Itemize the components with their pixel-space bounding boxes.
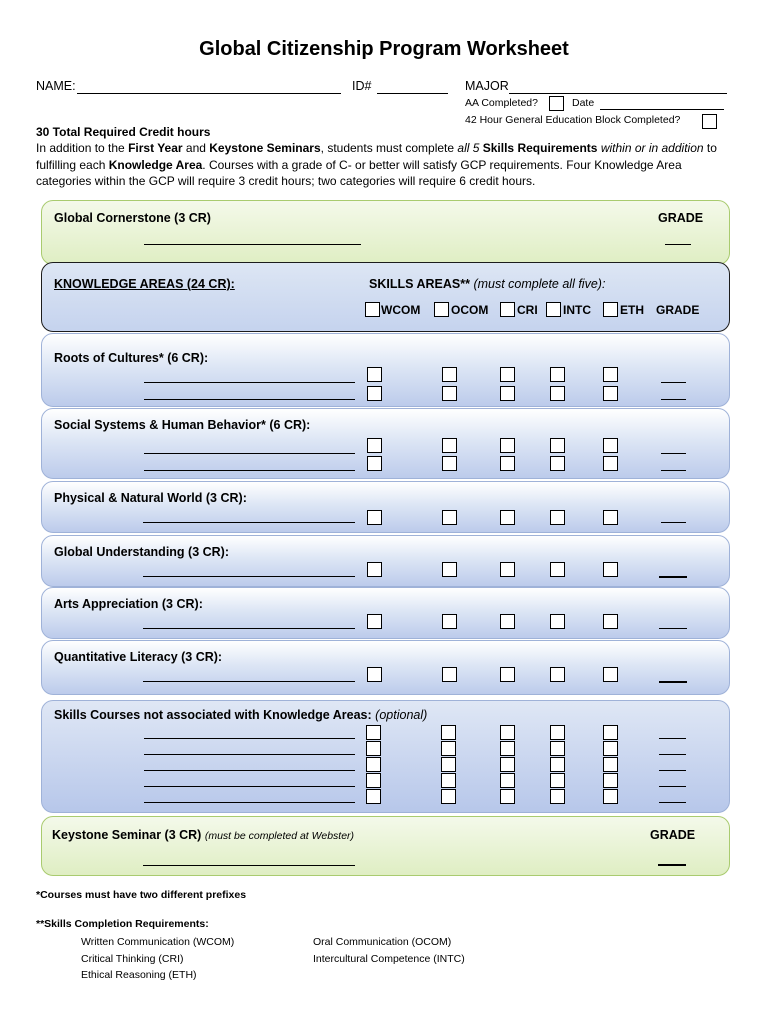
footnote-skills-heading: **Skills Completion Requirements:	[36, 918, 209, 930]
major-field[interactable]	[509, 93, 727, 94]
global-cornerstone-label: Global Cornerstone (3 CR)	[54, 211, 211, 225]
cri-checkbox[interactable]	[500, 562, 515, 577]
grade-field[interactable]	[659, 628, 687, 629]
wcom-checkbox[interactable]	[367, 510, 382, 525]
course-field[interactable]	[143, 522, 355, 523]
intc-checkbox[interactable]	[550, 438, 565, 453]
grade-field[interactable]	[659, 738, 686, 739]
global-cornerstone-grade-label: GRADE	[658, 211, 704, 225]
knowledge-areas-label: KNOWLEDGE AREAS (24 CR):	[54, 277, 235, 291]
area-label: Roots of Cultures* (6 CR):	[54, 351, 209, 365]
course-field[interactable]	[143, 628, 355, 629]
cri-checkbox[interactable]	[500, 789, 515, 804]
area-panel-roots-of-cultures	[41, 333, 730, 407]
ocom-checkbox[interactable]	[441, 757, 456, 772]
wcom-checkbox[interactable]	[366, 757, 381, 772]
keystone-course-field[interactable]	[143, 865, 355, 866]
area-label: Global Understanding (3 CR):	[54, 545, 229, 559]
keystone-grade-field[interactable]	[658, 864, 686, 866]
ocom-header-label: OCOM	[451, 303, 489, 317]
grade-field[interactable]	[659, 802, 686, 803]
course-field[interactable]	[143, 681, 355, 682]
wcom-checkbox[interactable]	[366, 741, 381, 756]
intc-checkbox[interactable]	[550, 789, 565, 804]
skill-requirement-item: Written Communication (WCOM)	[81, 936, 235, 948]
cri-checkbox[interactable]	[500, 773, 515, 788]
skills-courses-label: Skills Courses not associated with Knowledge Areas: (optional)	[54, 708, 428, 722]
wcom-checkbox[interactable]	[367, 438, 382, 453]
area-label: Arts Appreciation (3 CR):	[54, 597, 203, 611]
ocom-checkbox[interactable]	[442, 510, 457, 525]
cri-checkbox[interactable]	[500, 438, 515, 453]
course-field[interactable]	[144, 770, 355, 771]
intc-checkbox[interactable]	[550, 741, 565, 756]
wcom-checkbox[interactable]	[367, 367, 382, 382]
page-title: Global Citizenship Program Worksheet	[199, 38, 569, 60]
ocom-checkbox[interactable]	[442, 562, 457, 577]
eth-checkbox[interactable]	[603, 741, 618, 756]
eth-checkbox[interactable]	[603, 510, 618, 525]
intro-paragraph: In addition to the First Year and Keystone Seminars, students must complete all 5 Skills Requirements within or in addition to fulfilling each Knowledge Area. Courses with a grade of C- or better will satisfy GCP requirements. Four Knowledge Area categories within the GCP will require 3 credit hours; two categories will require 6 credit hours.	[36, 141, 717, 188]
skill-requirement-item: Critical Thinking (CRI)	[81, 953, 184, 965]
cri-header-checkbox[interactable]	[500, 302, 515, 317]
eth-checkbox[interactable]	[603, 725, 618, 740]
skills-courses-panel	[41, 700, 730, 813]
knowledge-areas-header	[41, 262, 730, 332]
grade-field[interactable]	[659, 770, 686, 771]
cri-header-label: CRI	[517, 303, 538, 317]
grade-field[interactable]	[659, 681, 687, 683]
skill-requirement-item: Ethical Reasoning (ETH)	[81, 969, 197, 981]
cri-checkbox[interactable]	[500, 386, 515, 401]
cri-checkbox[interactable]	[500, 614, 515, 629]
intc-checkbox[interactable]	[550, 725, 565, 740]
date-field[interactable]	[600, 109, 724, 110]
wcom-checkbox[interactable]	[367, 562, 382, 577]
global-cornerstone-course-field[interactable]	[144, 244, 361, 245]
intc-checkbox[interactable]	[550, 367, 565, 382]
area-panel-global-understanding	[41, 535, 730, 587]
eth-checkbox[interactable]	[603, 438, 618, 453]
grade-field[interactable]	[661, 382, 686, 383]
eth-checkbox[interactable]	[603, 773, 618, 788]
wcom-checkbox[interactable]	[367, 456, 382, 471]
eth-header-checkbox[interactable]	[603, 302, 618, 317]
area-panel-social-systems	[41, 408, 730, 479]
aa-completed-label: AA Completed?	[465, 97, 538, 109]
cri-checkbox[interactable]	[500, 741, 515, 756]
cri-checkbox[interactable]	[500, 667, 515, 682]
cri-checkbox[interactable]	[500, 757, 515, 772]
ocom-checkbox[interactable]	[442, 438, 457, 453]
intc-checkbox[interactable]	[550, 386, 565, 401]
wcom-checkbox[interactable]	[366, 773, 381, 788]
ocom-checkbox[interactable]	[442, 367, 457, 382]
skill-requirement-item: Intercultural Competence (INTC)	[313, 953, 465, 965]
ocom-checkbox[interactable]	[442, 456, 457, 471]
area-panel-quantitative-literacy	[41, 640, 730, 695]
wcom-header-checkbox[interactable]	[365, 302, 380, 317]
intc-checkbox[interactable]	[550, 614, 565, 629]
wcom-checkbox[interactable]	[366, 725, 381, 740]
course-field[interactable]	[144, 786, 355, 787]
area-label: Physical & Natural World (3 CR):	[54, 491, 247, 505]
skills-areas-heading: SKILLS AREAS** (must complete all five):	[369, 277, 606, 291]
grade-field[interactable]	[661, 470, 686, 471]
grade-field[interactable]	[659, 754, 686, 755]
wcom-checkbox[interactable]	[366, 789, 381, 804]
course-field[interactable]	[144, 382, 355, 383]
name-field[interactable]	[77, 93, 341, 94]
wcom-header-label: WCOM	[381, 303, 421, 317]
ocom-checkbox[interactable]	[441, 789, 456, 804]
eth-checkbox[interactable]	[603, 757, 618, 772]
keystone-seminar-label: Keystone Seminar (3 CR) (must be completed at Webster)	[52, 828, 355, 842]
gen-ed-label: 42 Hour General Education Block Completed?	[465, 114, 681, 126]
keystone-grade-label: GRADE	[650, 828, 696, 842]
intc-checkbox[interactable]	[550, 456, 565, 471]
grade-field[interactable]	[661, 522, 686, 523]
intc-checkbox[interactable]	[550, 773, 565, 788]
keystone-seminar-panel	[41, 816, 730, 876]
wcom-checkbox[interactable]	[367, 667, 382, 682]
ocom-checkbox[interactable]	[442, 667, 457, 682]
wcom-checkbox[interactable]	[367, 614, 382, 629]
course-field[interactable]	[144, 754, 355, 755]
id-label: ID#	[352, 79, 372, 93]
ocom-checkbox[interactable]	[441, 741, 456, 756]
id-field[interactable]	[377, 93, 448, 94]
eth-checkbox[interactable]	[603, 667, 618, 682]
cri-checkbox[interactable]	[500, 510, 515, 525]
global-cornerstone-grade-field[interactable]	[665, 244, 691, 245]
footnote-prefixes: *Courses must have two different prefixes	[36, 889, 247, 901]
eth-checkbox[interactable]	[603, 456, 618, 471]
cri-checkbox[interactable]	[500, 456, 515, 471]
wcom-checkbox[interactable]	[367, 386, 382, 401]
eth-checkbox[interactable]	[603, 562, 618, 577]
area-panel-physical-natural-world	[41, 481, 730, 533]
intc-checkbox[interactable]	[550, 562, 565, 577]
eth-checkbox[interactable]	[603, 386, 618, 401]
intc-header-label: INTC	[563, 303, 591, 317]
intc-checkbox[interactable]	[550, 510, 565, 525]
eth-checkbox[interactable]	[603, 789, 618, 804]
course-field[interactable]	[144, 470, 355, 471]
ocom-checkbox[interactable]	[441, 773, 456, 788]
course-field[interactable]	[144, 802, 355, 803]
course-field[interactable]	[144, 453, 355, 454]
intro-heading: 30 Total Required Credit hours	[36, 125, 211, 139]
eth-checkbox[interactable]	[603, 367, 618, 382]
intc-checkbox[interactable]	[550, 667, 565, 682]
intc-header-checkbox[interactable]	[546, 302, 561, 317]
cri-checkbox[interactable]	[500, 367, 515, 382]
grade-field[interactable]	[659, 576, 687, 578]
area-label: Social Systems & Human Behavior* (6 CR):	[54, 418, 311, 432]
eth-checkbox[interactable]	[603, 614, 618, 629]
ocom-checkbox[interactable]	[442, 614, 457, 629]
grade-field[interactable]	[659, 786, 686, 787]
intc-checkbox[interactable]	[550, 757, 565, 772]
cri-checkbox[interactable]	[500, 725, 515, 740]
course-field[interactable]	[144, 738, 355, 739]
course-field[interactable]	[143, 576, 355, 577]
skill-requirement-item: Oral Communication (OCOM)	[313, 936, 452, 948]
date-label: Date	[572, 97, 595, 109]
grade-field[interactable]	[661, 453, 686, 454]
grade-field[interactable]	[661, 399, 686, 400]
aa-completed-checkbox[interactable]	[549, 96, 564, 111]
ocom-header-checkbox[interactable]	[434, 302, 449, 317]
knowledge-grade-label: GRADE	[656, 303, 700, 317]
name-label: NAME:	[36, 79, 76, 93]
course-field[interactable]	[144, 399, 355, 400]
major-label: MAJOR	[465, 79, 509, 93]
ocom-checkbox[interactable]	[441, 725, 456, 740]
eth-header-label: ETH	[620, 303, 644, 317]
area-label: Quantitative Literacy (3 CR):	[54, 650, 223, 664]
gen-ed-checkbox[interactable]	[702, 114, 717, 129]
global-cornerstone-panel	[41, 200, 730, 265]
ocom-checkbox[interactable]	[442, 386, 457, 401]
area-panel-arts-appreciation	[41, 587, 730, 639]
